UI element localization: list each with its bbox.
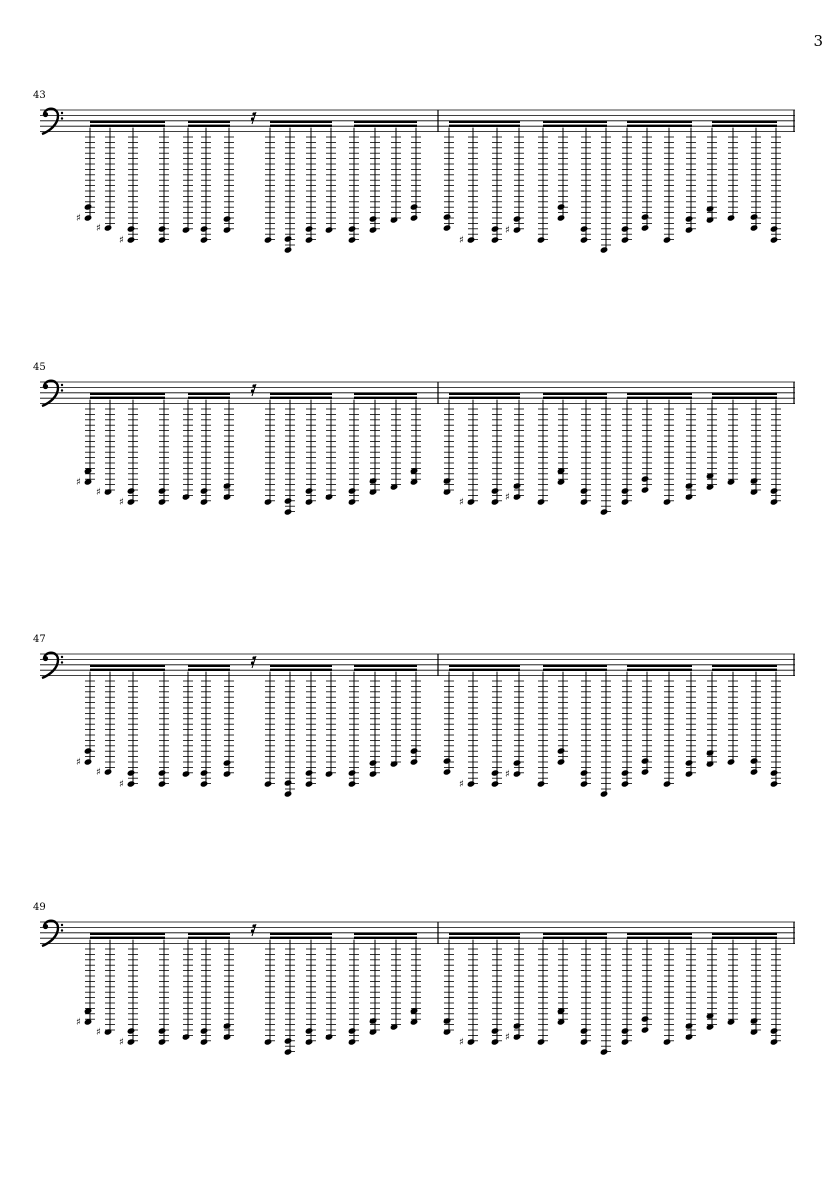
beam [270,665,332,667]
sharp-icon: ♯ [505,769,510,780]
beam [90,121,165,123]
note-head [750,1028,759,1035]
note-head [706,760,715,767]
beam [712,937,777,939]
note-head [685,770,694,777]
sharp-icon: ♯ [96,1027,101,1038]
note-head [390,216,399,223]
note-head [685,215,694,222]
note-head [750,477,759,484]
note-head [621,236,630,243]
note-head [557,203,566,210]
note-head [750,757,759,764]
note-head [284,497,293,504]
note-head [182,226,191,233]
beam [188,669,230,671]
note-head [557,214,566,221]
note-head [104,768,113,775]
sharp-icon: ♯ [76,213,81,224]
note-head [443,757,452,764]
note-head [580,498,589,505]
note-head [467,236,476,243]
note-head [104,1028,113,1035]
note-head [641,475,650,482]
note-head [369,770,378,777]
note-head [491,487,500,494]
note-head [641,213,650,220]
note-head [264,498,273,505]
note-head [443,1028,452,1035]
note-head [369,488,378,495]
note-head [513,493,522,500]
note-head [305,780,314,787]
note-head [663,1038,672,1045]
beam [90,669,165,671]
note-head [284,790,293,797]
note-head [557,758,566,765]
note-head [158,236,167,243]
note-head [641,1015,650,1022]
beam [354,937,417,939]
note-head [621,1027,630,1034]
staff-system [30,634,800,814]
note-head [513,770,522,777]
note-head [127,1027,136,1034]
note-head [513,482,522,489]
note-head [325,493,334,500]
note-head [621,780,630,787]
note-head [200,487,209,494]
note-head [127,1038,136,1045]
note-head [491,1038,500,1045]
staff-system [30,902,800,1082]
note-head [200,236,209,243]
beam [188,397,230,399]
beam [449,933,520,935]
note-head [348,236,357,243]
note-head [84,747,93,754]
note-head [223,226,232,233]
beam [354,121,417,123]
staff-svg [30,90,800,270]
sharp-icon: ♯ [459,779,464,790]
beam [90,397,165,399]
note-head [127,498,136,505]
note-head [685,759,694,766]
beam [354,393,417,395]
note-head [750,213,759,220]
beam [270,121,332,123]
note-head [410,758,419,765]
sharp-icon: ♯ [505,1032,510,1043]
note-head [750,488,759,495]
beam [627,937,692,939]
note-head [264,1038,273,1045]
beam [449,669,520,671]
note-head [491,1027,500,1034]
note-head [158,487,167,494]
note-head [127,487,136,494]
note-head [305,769,314,776]
note-head [750,768,759,775]
beam [354,665,417,667]
beam [90,125,165,127]
sharp-icon: ♯ [119,779,124,790]
note-head [182,493,191,500]
sharp-icon: ♯ [505,225,510,236]
note-head [200,498,209,505]
beam [90,933,165,935]
note-head [580,1038,589,1045]
beam [449,121,520,123]
note-head [443,488,452,495]
note-head [443,213,452,220]
beam [270,125,332,127]
note-head [348,1027,357,1034]
note-head [223,1033,232,1040]
bass-clef-icon [42,381,63,406]
bass-clef-icon [42,109,63,134]
note-head [223,215,232,222]
note-head [770,780,779,787]
note-head [580,769,589,776]
note-head [410,747,419,754]
note-head [223,1022,232,1029]
beam [354,933,417,935]
note-head [621,487,630,494]
note-head [641,768,650,775]
note-head [727,758,736,765]
note-head [537,498,546,505]
note-head [84,203,93,210]
note-head [706,749,715,756]
note-head [513,1033,522,1040]
measure-number: 45 [33,362,46,373]
note-head [284,235,293,242]
note-head [491,236,500,243]
sharp-icon: ♯ [76,1017,81,1028]
note-head [443,768,452,775]
note-head [467,498,476,505]
note-head [467,1038,476,1045]
note-head [284,246,293,253]
note-head [348,498,357,505]
note-head [685,1022,694,1029]
note-head [200,769,209,776]
note-head [685,493,694,500]
sharp-icon: ♯ [76,757,81,768]
beam [543,121,607,123]
note-head [770,236,779,243]
note-head [223,493,232,500]
note-head [223,482,232,489]
note-head [200,225,209,232]
note-head [158,498,167,505]
note-head [182,770,191,777]
beam [712,125,777,127]
beam [712,669,777,671]
note-head [264,780,273,787]
note-head [770,487,779,494]
beam [627,125,692,127]
note-head [727,214,736,221]
beam [270,933,332,935]
note-head [491,225,500,232]
beam [90,393,165,395]
note-head [443,1017,452,1024]
measure-number: 49 [33,902,46,913]
note-head [537,236,546,243]
note-head [513,215,522,222]
sharp-icon: ♯ [459,235,464,246]
note-head [305,1038,314,1045]
beam [543,669,607,671]
note-head [325,1033,334,1040]
note-head [305,498,314,505]
note-head [770,769,779,776]
note-head [770,498,779,505]
note-head [706,216,715,223]
beam [188,125,230,127]
note-head [325,226,334,233]
note-head [369,477,378,484]
beam [543,397,607,399]
staff-svg [30,634,800,814]
beam [270,669,332,671]
beam [270,397,332,399]
note-head [369,226,378,233]
sharp-icon: ♯ [119,497,124,508]
note-head [770,1027,779,1034]
note-head [127,225,136,232]
note-head [127,780,136,787]
note-head [223,770,232,777]
note-head [706,205,715,212]
note-head [443,477,452,484]
note-head [663,780,672,787]
sixteenth-rest-icon [251,384,256,396]
note-head [369,759,378,766]
beam [449,393,520,395]
note-head [348,487,357,494]
note-head [641,757,650,764]
beam [627,397,692,399]
page-number: 3 [813,32,823,50]
sharp-icon: ♯ [96,223,101,234]
beam [712,121,777,123]
sixteenth-rest-icon [251,656,256,668]
sharp-icon: ♯ [459,497,464,508]
beam [449,665,520,667]
beam [449,397,520,399]
sharp-icon: ♯ [96,487,101,498]
note-head [580,1027,589,1034]
note-head [770,225,779,232]
note-head [770,1038,779,1045]
bass-clef-icon [42,921,63,946]
beam [90,665,165,667]
note-head [537,1038,546,1045]
note-head [685,226,694,233]
staff-svg [30,902,800,1082]
note-head [443,224,452,231]
staff-system [30,90,800,270]
measure-number: 47 [33,634,46,645]
note-head [641,224,650,231]
beam [354,397,417,399]
note-head [491,780,500,787]
beam [188,121,230,123]
note-head [641,1026,650,1033]
beam [627,665,692,667]
note-head [750,1017,759,1024]
note-head [104,224,113,231]
note-head [284,1037,293,1044]
note-head [557,747,566,754]
note-head [158,1038,167,1045]
note-head [580,487,589,494]
note-head [127,769,136,776]
beam [188,393,230,395]
note-head [200,780,209,787]
sharp-icon: ♯ [459,1037,464,1048]
beam [449,937,520,939]
bass-clef-icon [42,653,63,678]
beam [627,669,692,671]
note-head [621,1038,630,1045]
beam [354,669,417,671]
note-head [621,769,630,776]
note-head [600,508,609,515]
note-head [158,780,167,787]
note-head [621,225,630,232]
beam [712,665,777,667]
note-head [200,1038,209,1045]
note-head [513,1022,522,1029]
note-head [513,759,522,766]
note-head [348,225,357,232]
beam [188,933,230,935]
note-head [284,508,293,515]
note-head [390,760,399,767]
note-head [580,780,589,787]
note-head [200,1027,209,1034]
measure-number: 43 [33,90,46,101]
note-head [127,236,136,243]
note-head [491,498,500,505]
note-head [305,487,314,494]
beam [188,665,230,667]
beam [543,125,607,127]
note-head [223,759,232,766]
note-head [84,214,93,221]
note-head [663,236,672,243]
note-head [641,486,650,493]
note-head [284,779,293,786]
note-head [348,769,357,776]
note-head [158,1027,167,1034]
beam [543,665,607,667]
beam [354,125,417,127]
beam [270,937,332,939]
note-head [467,780,476,787]
note-head [685,1033,694,1040]
note-head [600,1048,609,1055]
note-head [513,226,522,233]
staff-system [30,362,800,542]
note-head [685,482,694,489]
note-head [580,225,589,232]
beam [627,933,692,935]
note-head [663,498,672,505]
beam [712,393,777,395]
beam [712,397,777,399]
note-head [348,780,357,787]
note-head [410,214,419,221]
note-head [104,488,113,495]
note-head [600,246,609,253]
note-head [182,1033,191,1040]
note-head [369,215,378,222]
note-head [158,769,167,776]
beam [543,393,607,395]
sharp-icon: ♯ [505,492,510,503]
note-head [369,1028,378,1035]
beam [627,393,692,395]
beam [543,933,607,935]
sixteenth-rest-icon [251,112,256,124]
beam [543,937,607,939]
note-head [491,769,500,776]
sharp-icon: ♯ [119,235,124,246]
beam [270,393,332,395]
note-head [264,236,273,243]
note-head [305,225,314,232]
sixteenth-rest-icon [251,924,256,936]
note-head [537,780,546,787]
note-head [369,1017,378,1024]
note-head [84,758,93,765]
note-head [305,236,314,243]
note-head [750,224,759,231]
note-head [600,790,609,797]
note-head [284,1048,293,1055]
beam [712,933,777,935]
note-head [410,203,419,210]
sharp-icon: ♯ [76,477,81,488]
beam [90,937,165,939]
sharp-icon: ♯ [119,1037,124,1048]
staff-svg [30,362,800,542]
sharp-icon: ♯ [96,767,101,778]
note-head [325,770,334,777]
beam [449,125,520,127]
beam [627,121,692,123]
note-head [621,498,630,505]
note-head [158,225,167,232]
note-head [348,1038,357,1045]
note-head [305,1027,314,1034]
beam [188,937,230,939]
note-head [580,236,589,243]
